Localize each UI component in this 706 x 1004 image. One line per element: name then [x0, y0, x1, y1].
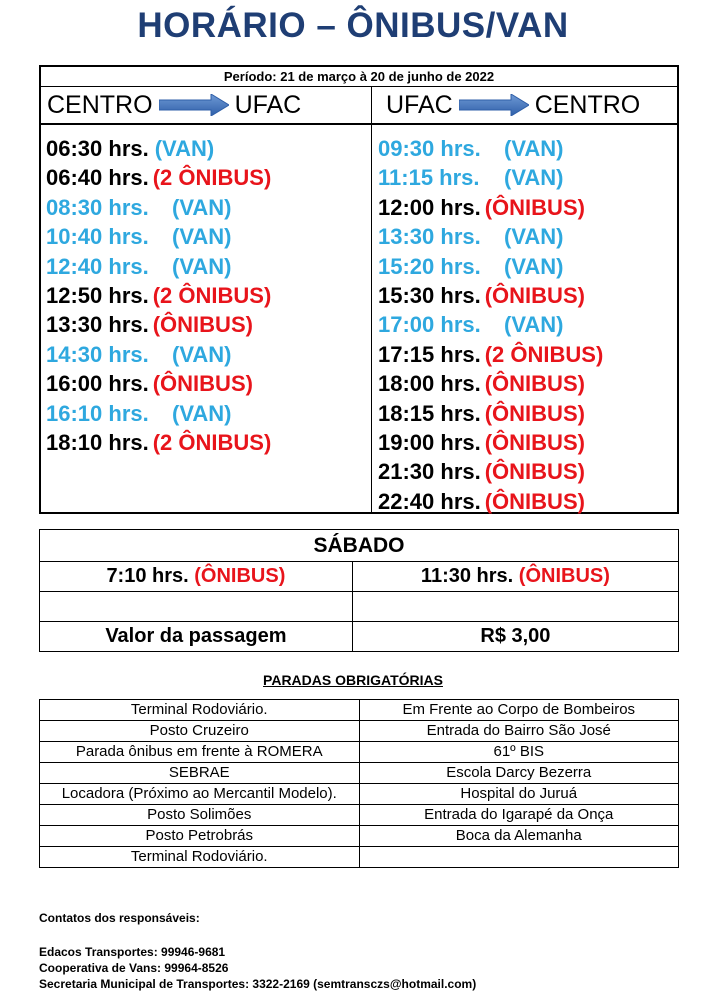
vehicle-type: (2 ÔNIBUS) — [152, 165, 272, 191]
departure-time: 19:00 hrs. — [378, 429, 481, 455]
departure-row — [378, 252, 678, 281]
stop-row — [40, 763, 679, 784]
departure-row — [378, 487, 678, 516]
empty-cell — [352, 592, 678, 622]
saturday-heading: SÁBADO — [40, 530, 679, 562]
period-label: Período: 21 de março à 20 de junho de 2022 — [41, 67, 677, 87]
departure-row — [378, 222, 678, 251]
departure-row — [378, 310, 678, 339]
vehicle-type: (VAN) — [172, 224, 232, 250]
vehicle-type: (ÔNIBUS) — [484, 459, 585, 485]
departure-row — [46, 134, 366, 163]
departure-row — [46, 222, 366, 251]
departure-time: 09:30 hrs. — [378, 136, 481, 161]
vehicle-type: (ÔNIBUS) — [484, 371, 585, 397]
departure-row — [46, 399, 366, 428]
stop-row — [40, 805, 679, 826]
departure-row — [46, 163, 366, 192]
departure-time: 12:40 hrs. — [46, 253, 149, 279]
stop-name: Posto Solimões — [40, 805, 360, 826]
fare-value: R$ 3,00 — [352, 622, 678, 652]
departure-time: 11:30 hrs. — [420, 565, 514, 587]
departure-time: 13:30 hrs. — [46, 312, 149, 338]
vehicle-type: (ÔNIBUS) — [484, 400, 585, 426]
vehicle-type: (ÔNIBUS) — [484, 194, 585, 220]
contacts-heading: Contatos dos responsáveis: — [39, 911, 200, 925]
departure-row — [378, 281, 678, 310]
stops-heading: PARADAS OBRIGATÓRIAS — [263, 672, 443, 688]
fare-label: Valor da passagem — [40, 622, 353, 652]
stop-row — [40, 700, 679, 721]
departure-time: 06:40 hrs. — [46, 165, 149, 191]
direction-centro-ufac — [41, 87, 371, 125]
departure-time: 15:20 hrs. — [378, 253, 481, 279]
stop-name: Entrada do Bairro São José — [359, 721, 679, 742]
stop-name: Boca da Alemanha — [359, 826, 679, 847]
stops-table — [39, 699, 679, 868]
departure-time: 14:30 hrs. — [46, 341, 149, 367]
vehicle-type: (VAN) — [172, 400, 232, 426]
departure-time: 10:40 hrs. — [46, 224, 149, 250]
departure-time: 15:30 hrs. — [378, 282, 481, 308]
vehicle-type: (ÔNIBUS) — [152, 312, 253, 338]
stop-name: 61º BIS — [359, 742, 679, 763]
direction-from: CENTRO — [47, 91, 153, 119]
departure-time: 18:15 hrs. — [378, 400, 481, 426]
departure-time: 16:10 hrs. — [46, 400, 149, 426]
departure-time: 18:10 hrs. — [46, 429, 149, 455]
departure-time: 16:00 hrs. — [46, 371, 149, 397]
stop-name: Hospital do Juruá — [359, 784, 679, 805]
direction-to: UFAC — [234, 91, 302, 119]
vehicle-type: (VAN) — [154, 136, 215, 161]
vehicle-type: (2 ÔNIBUS) — [484, 341, 604, 367]
departure-row — [378, 399, 678, 428]
stop-name: Posto Petrobrás — [40, 826, 360, 847]
centro-ufac-times — [46, 134, 366, 457]
vehicle-type: (ÔNIBUS) — [194, 565, 286, 587]
empty-cell — [40, 592, 353, 622]
vehicle-type: (ÔNIBUS) — [484, 488, 585, 514]
vehicle-type: (VAN) — [504, 253, 564, 279]
stop-name: SEBRAE — [40, 763, 360, 784]
ufac-centro-times — [378, 134, 678, 516]
stop-name: Escola Darcy Bezerra — [359, 763, 679, 784]
vehicle-type: (ÔNIBUS) — [484, 282, 585, 308]
departure-time: 17:00 hrs. — [378, 312, 481, 338]
saturday-departure — [40, 562, 353, 592]
contacts — [39, 910, 476, 992]
departure-time: 12:00 hrs. — [378, 194, 481, 220]
departure-row — [46, 310, 366, 339]
direction-to: CENTRO — [534, 91, 641, 119]
vehicle-type: (VAN) — [172, 194, 232, 220]
departure-time: 06:30 hrs. — [46, 136, 149, 161]
vehicle-type: (ÔNIBUS) — [518, 565, 610, 587]
departure-row — [46, 281, 366, 310]
stop-name: Parada ônibus em frente à ROMERA — [40, 742, 360, 763]
arrow-right-icon — [159, 94, 229, 116]
departure-row — [378, 134, 678, 163]
stop-name — [359, 847, 679, 868]
contact-line: Edacos Transportes: 99946-9681 — [39, 945, 226, 959]
stop-row — [40, 826, 679, 847]
arrow-right-icon — [459, 94, 529, 116]
contact-line: Cooperativa de Vans: 99964-8526 — [39, 961, 229, 975]
stop-row — [40, 742, 679, 763]
stop-row — [40, 721, 679, 742]
departure-row — [46, 340, 366, 369]
stop-name: Terminal Rodoviário. — [40, 700, 360, 721]
direction-from: UFAC — [386, 91, 453, 119]
vehicle-type: (ÔNIBUS) — [484, 429, 585, 455]
saturday-table — [39, 529, 679, 652]
departure-time: 08:30 hrs. — [46, 194, 149, 220]
departure-row — [46, 428, 366, 457]
departure-time: 11:15 hrs. — [378, 165, 480, 191]
departure-time: 18:00 hrs. — [378, 371, 481, 397]
stop-row — [40, 784, 679, 805]
departure-time: 21:30 hrs. — [378, 459, 481, 485]
stop-name: Terminal Rodoviário. — [40, 847, 360, 868]
page-title: HORÁRIO – ÔNIBUS/VAN — [137, 6, 569, 45]
stop-name: Locadora (Próximo ao Mercantil Modelo). — [40, 784, 360, 805]
departure-time: 7:10 hrs. — [106, 565, 189, 587]
vehicle-type: (VAN) — [504, 136, 564, 161]
departure-time: 12:50 hrs. — [46, 282, 149, 308]
saturday-departure — [352, 562, 678, 592]
vehicle-type: (VAN) — [504, 224, 564, 250]
departure-row — [378, 193, 678, 222]
direction-ufac-centro — [372, 87, 677, 125]
vehicle-type: (VAN) — [172, 253, 232, 279]
stop-name: Posto Cruzeiro — [40, 721, 360, 742]
vehicle-type: (VAN) — [504, 165, 564, 191]
departure-row — [378, 369, 678, 398]
vehicle-type: (ÔNIBUS) — [152, 371, 253, 397]
stop-row — [40, 847, 679, 868]
vehicle-type: (VAN) — [504, 312, 564, 338]
stop-name: Entrada do Igarapé da Onça — [359, 805, 679, 826]
departure-row — [46, 369, 366, 398]
weekday-schedule — [39, 65, 679, 514]
vehicle-type: (2 ÔNIBUS) — [152, 282, 272, 308]
departure-row — [378, 457, 678, 486]
departure-row — [378, 340, 678, 369]
vehicle-type: (VAN) — [172, 341, 232, 367]
column-divider — [371, 87, 372, 512]
contact-line: Secretaria Municipal de Transportes: 3322-2169 (semtransczs@hotmail.com) — [39, 977, 477, 991]
stop-name: Em Frente ao Corpo de Bombeiros — [359, 700, 679, 721]
departure-row — [46, 193, 366, 222]
vehicle-type: (2 ÔNIBUS) — [152, 429, 272, 455]
departure-time: 22:40 hrs. — [378, 488, 481, 514]
departure-time: 13:30 hrs. — [378, 224, 481, 250]
departure-row — [378, 428, 678, 457]
departure-row — [46, 252, 366, 281]
departure-time: 17:15 hrs. — [378, 341, 481, 367]
departure-row — [378, 163, 678, 192]
